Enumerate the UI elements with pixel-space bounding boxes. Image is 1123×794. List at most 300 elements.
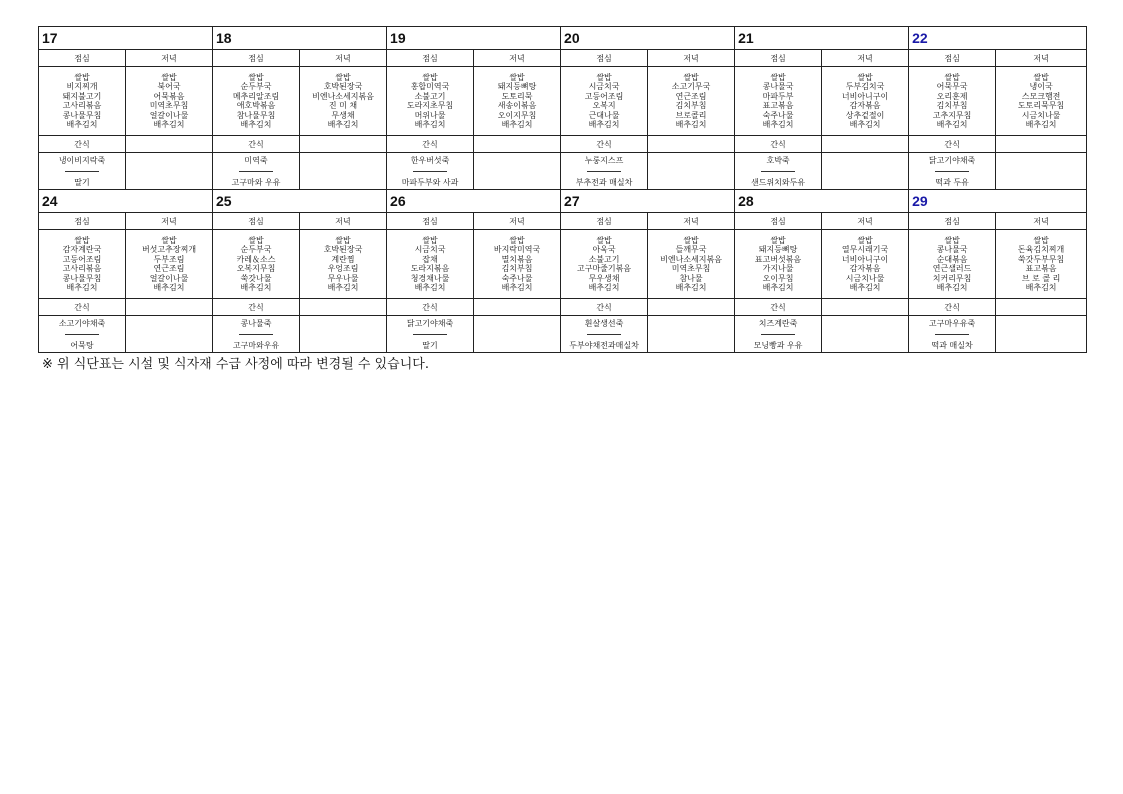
day-number: 29 (909, 190, 1087, 213)
menu-item: 콩나물국 (762, 82, 794, 91)
menu-item: 시금치나물 (845, 273, 885, 283)
empty-cell (648, 299, 735, 316)
snack-item: 치즈계란죽 (758, 318, 798, 328)
snack-item: 소고기야채죽 (58, 318, 106, 328)
snack-menu (561, 153, 648, 190)
menu-item: 치커리무침 (932, 273, 972, 283)
empty-cell (474, 316, 561, 353)
menu-item: 시금치국 (588, 82, 620, 91)
lunch-menu (735, 67, 822, 136)
empty-cell (126, 299, 213, 316)
menu-item: 머위나물 (414, 110, 446, 120)
menu-item: 콩나물국 (936, 245, 968, 254)
menu-item: 배추김치 (936, 283, 968, 292)
empty-cell (648, 136, 735, 153)
lunch-label: 점심 (561, 50, 648, 67)
snack-label: 간식 (909, 299, 996, 316)
lunch-label: 점심 (387, 50, 474, 67)
day-number: 17 (39, 27, 213, 50)
dinner-menu (648, 230, 735, 299)
snack-divider (587, 334, 621, 335)
menu-item: 쌀밥 (770, 235, 786, 245)
menu-item: 어묵무국 (936, 82, 968, 91)
dinner-menu (648, 67, 735, 136)
day-number: 25 (213, 190, 387, 213)
snack-item: 고구마와우유 (232, 340, 280, 350)
snack-item: 호박죽 (766, 155, 790, 165)
menu-item: 도토리묵무침 (1017, 101, 1065, 110)
snack-row (39, 153, 1087, 190)
snack-menu (909, 153, 996, 190)
snack-divider (761, 171, 795, 172)
snack-label: 간식 (561, 299, 648, 316)
snack-label: 간식 (735, 136, 822, 153)
menu-item: 쌀밥 (74, 72, 90, 82)
day-number: 20 (561, 27, 735, 50)
empty-cell (126, 153, 213, 190)
snack-label: 간식 (561, 136, 648, 153)
snack-item: 누룽지스프 (584, 155, 624, 165)
menu-item: 배추김치 (675, 283, 707, 292)
menu-item: 청경채나물 (410, 273, 450, 283)
menu-item: 북어국 (157, 82, 181, 91)
snack-item: 미역죽 (244, 155, 268, 165)
menu-item: 순두부국 (240, 82, 272, 91)
menu-item: 호박된장국 (323, 245, 363, 254)
lunch-menu (213, 67, 300, 136)
menu-item: 참나물무침 (236, 110, 276, 120)
menu-item: 브로콜리 (675, 110, 707, 120)
snack-item: 고구마우유죽 (928, 318, 976, 328)
menu-item: 김치부침 (501, 264, 533, 273)
menu-item: 순두부국 (240, 245, 272, 254)
day-number: 26 (387, 190, 561, 213)
lunch-menu (735, 230, 822, 299)
menu-item: 비엔나소세지볶음 (660, 254, 722, 264)
menu-item: 김치부침 (936, 101, 968, 110)
menu-item: 배추김치 (762, 120, 794, 129)
snack-menu (735, 316, 822, 353)
menu-item: 쌀밥 (1033, 72, 1049, 82)
menu-item: 시금치나물 (1021, 110, 1061, 120)
menu-item: 오복지 (592, 101, 616, 110)
dinner-menu (822, 230, 909, 299)
empty-cell (822, 153, 909, 190)
date-row (39, 190, 1087, 213)
menu-item: 쌀밥 (596, 235, 612, 245)
meal-plan-table (38, 26, 1087, 353)
snack-menu (213, 316, 300, 353)
snack-divider (413, 334, 447, 335)
menu-item: 열무시래기국 (841, 245, 889, 254)
menu-item: 진 미 채 (328, 101, 358, 110)
menu-item: 연근조림 (153, 264, 185, 273)
dinner-menu (300, 230, 387, 299)
dinner-menu (822, 67, 909, 136)
lunch-menu (213, 230, 300, 299)
snack-item: 부추전과 매실차 (575, 177, 633, 187)
snack-divider (761, 334, 795, 335)
menu-item: 콩나물무침 (62, 110, 102, 120)
meal-header-row (39, 50, 1087, 67)
dinner-menu (474, 67, 561, 136)
menu-item: 쌀밥 (248, 72, 264, 82)
empty-cell (996, 136, 1087, 153)
snack-menu (39, 316, 126, 353)
menu-item: 애호박볶음 (236, 101, 276, 110)
menu-item: 소불고기 (588, 254, 620, 264)
menu-item: 쌀밥 (857, 72, 873, 82)
menu-item: 돈육김치찌개 (1017, 245, 1065, 254)
menu-item: 쌀밥 (161, 72, 177, 82)
menu-item: 멸치볶음 (501, 254, 533, 264)
lunch-label: 점심 (909, 50, 996, 67)
menu-item: 콩나물무침 (62, 273, 102, 283)
menu-item: 쌀밥 (944, 235, 960, 245)
menu-item: 돼지등뼈탕 (497, 82, 537, 91)
dinner-label: 저녁 (300, 50, 387, 67)
snack-row (39, 316, 1087, 353)
menu-item: 근대나물 (588, 110, 620, 120)
menu-item: 고등어조림 (584, 91, 624, 101)
menu-item: 연근샐러드 (932, 264, 972, 273)
day-number: 22 (909, 27, 1087, 50)
empty-cell (126, 136, 213, 153)
dinner-label: 저녁 (474, 50, 561, 67)
day-number: 27 (561, 190, 735, 213)
snack-divider (65, 334, 99, 335)
menu-item: 가지나물 (762, 264, 794, 273)
snack-divider (935, 171, 969, 172)
menu-item: 메추리알조림 (232, 91, 280, 101)
menu-item: 김치부침 (675, 101, 707, 110)
snack-item: 딸기 (422, 340, 438, 350)
dinner-label: 저녁 (126, 50, 213, 67)
menu-item: 비지찌개 (66, 82, 98, 91)
menu-item: 도라지초무침 (406, 101, 454, 110)
menu-item: 배추김치 (327, 283, 359, 292)
dinner-menu (996, 67, 1087, 136)
day-number: 19 (387, 27, 561, 50)
menu-item: 새송이볶음 (497, 101, 537, 110)
menu-item: 계란찜 (331, 254, 355, 264)
dinner-menu (126, 67, 213, 136)
lunch-menu (909, 230, 996, 299)
empty-cell (126, 316, 213, 353)
menu-item: 얼갈이나물 (149, 110, 189, 120)
empty-cell (822, 136, 909, 153)
dinner-menu (996, 230, 1087, 299)
menu-item: 쌀밥 (944, 72, 960, 82)
meal-header-row (39, 213, 1087, 230)
empty-cell (996, 316, 1087, 353)
menu-item: 배추김치 (936, 120, 968, 129)
menu-item: 우엉조림 (327, 264, 359, 273)
snack-item: 닭고기야채죽 (928, 155, 976, 165)
menu-item: 배추김치 (501, 283, 533, 292)
menu-item: 배추김치 (240, 283, 272, 292)
snack-menu (387, 316, 474, 353)
lunch-menu (561, 230, 648, 299)
empty-cell (648, 316, 735, 353)
menu-item: 무우생채 (588, 273, 620, 283)
snack-header-row (39, 136, 1087, 153)
menu-item: 도토리묵 (501, 91, 533, 101)
menu-item: 어묵볶음 (153, 91, 185, 101)
snack-menu (387, 153, 474, 190)
menu-item: 연근조림 (675, 91, 707, 101)
menu-item: 시금치국 (414, 245, 446, 254)
menu-item: 숙주나물 (501, 273, 533, 283)
menu-item: 표고볶음 (1025, 264, 1057, 273)
lunch-label: 점심 (561, 213, 648, 230)
snack-item: 고구마와 우유 (231, 177, 281, 187)
menu-item: 고추지무침 (932, 110, 972, 120)
dinner-label: 저녁 (648, 213, 735, 230)
lunch-label: 점심 (39, 213, 126, 230)
snack-item: 마파두부와 사과 (401, 177, 459, 187)
snack-label: 간식 (213, 299, 300, 316)
lunch-label: 점심 (735, 213, 822, 230)
menu-item: 쌀밥 (335, 235, 351, 245)
snack-item: 두부야채전과매실차 (569, 340, 639, 350)
menu-item: 쌀밥 (422, 72, 438, 82)
snack-divider (239, 334, 273, 335)
snack-label: 간식 (39, 299, 126, 316)
menu-row (39, 230, 1087, 299)
snack-item: 떡과 매실차 (931, 340, 973, 350)
menu-item: 고사리볶음 (62, 264, 102, 273)
menu-item: 배추김치 (588, 120, 620, 129)
change-notice: ※ 위 식단표는 시설 및 식자재 수급 사정에 따라 변경될 수 있습니다. (42, 357, 429, 372)
dinner-menu (300, 67, 387, 136)
day-number: 24 (39, 190, 213, 213)
menu-item: 무생채 (331, 110, 355, 120)
menu-item: 너비아니구이 (841, 254, 889, 264)
menu-item: 미역초무침 (149, 101, 189, 110)
lunch-menu (387, 67, 474, 136)
menu-item: 쌀밥 (509, 235, 525, 245)
empty-cell (822, 299, 909, 316)
lunch-label: 점심 (387, 213, 474, 230)
empty-cell (474, 153, 561, 190)
dinner-menu (126, 230, 213, 299)
snack-menu (39, 153, 126, 190)
snack-item: 닭고기야채죽 (406, 318, 454, 328)
menu-item: 오이무침 (762, 273, 794, 283)
dinner-menu (474, 230, 561, 299)
snack-item: 한우버섯죽 (410, 155, 450, 165)
menu-item: 숙주나물 (762, 110, 794, 120)
snack-label: 간식 (909, 136, 996, 153)
snack-item: 샌드위치와두유 (751, 177, 806, 187)
menu-item: 두부김치국 (845, 82, 885, 91)
menu-item: 쌀밥 (335, 72, 351, 82)
menu-item: 쌀밥 (74, 235, 90, 245)
empty-cell (648, 153, 735, 190)
day-number: 28 (735, 190, 909, 213)
lunch-label: 점심 (213, 213, 300, 230)
menu-item: 브 로 콜 리 (1021, 273, 1061, 283)
menu-item: 쌀밥 (596, 72, 612, 82)
snack-divider (239, 171, 273, 172)
dinner-label: 저녁 (300, 213, 387, 230)
lunch-menu (387, 230, 474, 299)
dinner-label: 저녁 (822, 50, 909, 67)
empty-cell (996, 153, 1087, 190)
menu-item: 도라지볶음 (410, 264, 450, 273)
menu-item: 배추김치 (66, 120, 98, 129)
snack-divider (587, 171, 621, 172)
snack-item: 떡과 두유 (935, 177, 969, 187)
dinner-label: 저녁 (126, 213, 213, 230)
dinner-label: 저녁 (996, 50, 1087, 67)
snack-item: 콩나물죽 (240, 318, 272, 328)
date-row (39, 27, 1087, 50)
menu-item: 비엔나소세지볶음 (312, 91, 374, 101)
menu-item: 냉이국 (1029, 82, 1053, 91)
empty-cell (996, 299, 1087, 316)
snack-label: 간식 (735, 299, 822, 316)
menu-item: 홍합미역국 (410, 82, 450, 91)
menu-item: 소불고기 (414, 91, 446, 101)
menu-item: 오이지무침 (497, 110, 537, 120)
menu-item: 쌀밥 (422, 235, 438, 245)
empty-cell (822, 316, 909, 353)
snack-label: 간식 (387, 136, 474, 153)
menu-item: 쌀밥 (1033, 235, 1049, 245)
lunch-label: 점심 (39, 50, 126, 67)
lunch-menu (39, 230, 126, 299)
menu-item: 배추김치 (762, 283, 794, 292)
empty-cell (300, 153, 387, 190)
dinner-label: 저녁 (996, 213, 1087, 230)
menu-item: 소고기무국 (671, 82, 711, 91)
lunch-label: 점심 (213, 50, 300, 67)
snack-menu (561, 316, 648, 353)
menu-item: 돼지불고기 (62, 91, 102, 101)
dinner-label: 저녁 (474, 213, 561, 230)
menu-item: 감자볶음 (849, 264, 881, 273)
empty-cell (300, 299, 387, 316)
menu-item: 바지락미역국 (493, 245, 541, 254)
menu-item: 배추김치 (66, 283, 98, 292)
menu-item: 감자볶음 (849, 101, 881, 110)
menu-item: 배추김치 (414, 283, 446, 292)
empty-cell (474, 136, 561, 153)
menu-item: 오리훈제 (936, 91, 968, 101)
snack-divider (413, 171, 447, 172)
menu-item: 들깨무국 (675, 245, 707, 254)
empty-cell (300, 136, 387, 153)
menu-item: 표고버섯볶음 (754, 254, 802, 264)
lunch-label: 점심 (909, 213, 996, 230)
menu-item: 고사리볶음 (62, 101, 102, 110)
menu-item: 배추김치 (588, 283, 620, 292)
snack-label: 간식 (387, 299, 474, 316)
dinner-label: 저녁 (822, 213, 909, 230)
menu-item: 잡채 (422, 254, 438, 264)
menu-item: 배추김치 (849, 120, 881, 129)
snack-divider (935, 334, 969, 335)
lunch-menu (909, 67, 996, 136)
snack-item: 냉이비지락죽 (58, 155, 106, 165)
snack-divider (65, 171, 99, 172)
menu-item: 배추김치 (240, 120, 272, 129)
menu-item: 배추김치 (501, 120, 533, 129)
lunch-label: 점심 (735, 50, 822, 67)
menu-item: 스모크햄전 (1021, 91, 1061, 101)
menu-item: 배추김치 (1025, 283, 1057, 292)
menu-item: 돼지등뼈탕 (758, 245, 798, 254)
menu-item: 순대볶음 (936, 254, 968, 264)
menu-item: 표고볶음 (762, 101, 794, 110)
menu-item: 쌀밥 (683, 72, 699, 82)
menu-item: 너비아니구이 (841, 91, 889, 101)
menu-item: 두부조림 (153, 254, 185, 264)
menu-item: 배추김치 (327, 120, 359, 129)
day-number: 21 (735, 27, 909, 50)
menu-item: 무우나물 (327, 273, 359, 283)
menu-item: 아욱국 (592, 245, 616, 254)
snack-item: 딸기 (74, 177, 90, 187)
menu-item: 오복지무침 (236, 264, 276, 273)
snack-label: 간식 (39, 136, 126, 153)
dinner-label: 저녁 (648, 50, 735, 67)
menu-item: 쌀밥 (857, 235, 873, 245)
menu-item: 배추김치 (414, 120, 446, 129)
menu-item: 배추김치 (1025, 120, 1057, 129)
menu-item: 배추김치 (153, 283, 185, 292)
menu-item: 고등어조림 (62, 254, 102, 264)
menu-item: 배추김치 (153, 120, 185, 129)
empty-cell (300, 316, 387, 353)
menu-item: 쌀밥 (509, 72, 525, 82)
day-number: 18 (213, 27, 387, 50)
menu-row (39, 67, 1087, 136)
menu-item: 쌀밥 (683, 235, 699, 245)
menu-item: 쌀밥 (161, 235, 177, 245)
menu-item: 쌀밥 (770, 72, 786, 82)
menu-item: 참나물 (679, 273, 703, 283)
menu-item: 쑥갓나물 (240, 273, 272, 283)
menu-item: 고구마줄기볶음 (576, 264, 632, 273)
menu-item: 상추겉절이 (845, 110, 885, 120)
menu-item: 버섯고추장찌개 (141, 245, 197, 254)
menu-item: 쑥갓두부무침 (1017, 254, 1065, 264)
menu-item: 얼갈이나물 (149, 273, 189, 283)
snack-menu (909, 316, 996, 353)
snack-item: 어묵탕 (70, 340, 94, 350)
menu-item: 배추김치 (849, 283, 881, 292)
snack-menu (213, 153, 300, 190)
menu-item: 마파두부 (762, 91, 794, 101)
menu-item: 감자계란국 (62, 245, 102, 254)
lunch-menu (561, 67, 648, 136)
snack-header-row (39, 299, 1087, 316)
menu-item: 쌀밥 (248, 235, 264, 245)
snack-menu (735, 153, 822, 190)
menu-item: 배추김치 (675, 120, 707, 129)
menu-item: 카레＆소스 (236, 254, 276, 264)
lunch-menu (39, 67, 126, 136)
snack-label: 간식 (213, 136, 300, 153)
menu-item: 미역초무침 (671, 264, 711, 273)
snack-item: 흰살생선죽 (584, 318, 624, 328)
snack-item: 모닝빵과 우유 (753, 340, 803, 350)
menu-item: 호박된장국 (323, 82, 363, 91)
empty-cell (474, 299, 561, 316)
